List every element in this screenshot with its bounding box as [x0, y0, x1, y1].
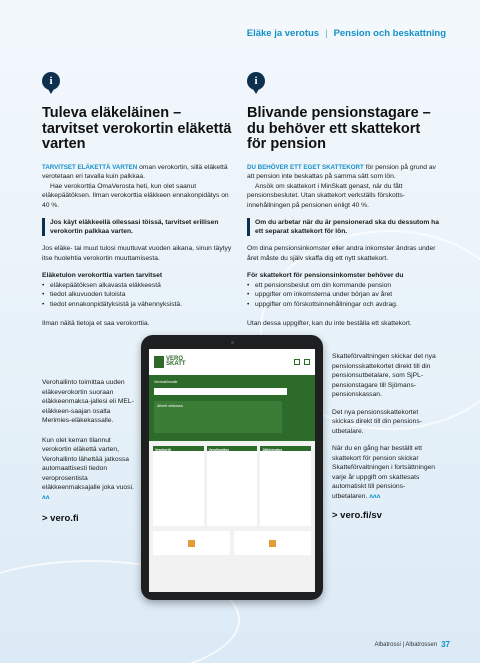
page-footer: [375, 640, 451, 649]
paragraph: Ilman näitä tietoja et saa verokorttia.: [42, 320, 150, 327]
vero-tile: [234, 531, 311, 555]
lead-caps: TARVITSET ELÄKETTÄ VARTEN: [42, 163, 138, 171]
vero-nav-icons: [294, 359, 310, 365]
search-bar: [154, 388, 287, 395]
article-fi-continued: [42, 378, 134, 524]
paragraph: [42, 436, 134, 503]
page-number: 37: [441, 640, 450, 649]
card-title: Verokortti: [155, 448, 171, 452]
article-sv: [247, 106, 443, 329]
card-title: Jälkiverotus: [262, 448, 283, 452]
vero-site-header: [149, 349, 315, 375]
tablet-image: [141, 335, 323, 600]
requirements-list: [247, 281, 443, 310]
lead-text: för pension på grund av att pension inte beskattas på samma sätt som lön.: [247, 163, 436, 180]
vero-fi-sv-link[interactable]: > vero.fi/sv: [332, 510, 382, 521]
vero-tile: [153, 531, 230, 555]
vero-cards: [149, 441, 315, 531]
list-title: För skattekort för pensionsinkomster behöver du: [247, 272, 404, 279]
vero-card: [207, 446, 258, 526]
list-item: • tiedot ennakonpidätyksistä ja vähennyksistä.: [42, 300, 232, 310]
magazine-name: Albatrossi | Albatrossen: [374, 641, 438, 648]
paragraph: [332, 444, 440, 501]
list-item: • uppgifter om inkomsterna under början av året: [247, 290, 443, 300]
requirements-list: [42, 281, 232, 310]
section-title-sv: Pension och beskattning: [333, 28, 446, 39]
paragraph: Ansök om skattekort i MinSkatt genast, när du fått pensionsbeslutet. Utan skattekort verkställs förskotts-innehållningen på pensionen enligt 40 %.: [247, 182, 405, 209]
vero-tiles: [149, 531, 315, 555]
tablet-screen: [149, 349, 315, 592]
tile-icon: [269, 540, 276, 547]
list-item: • eläkepäätöksen alkavasta eläkkeestä: [42, 281, 232, 291]
lead-paragraph: [42, 163, 232, 182]
list-item: • ett pensionsbeslut om din kommande pension: [247, 281, 443, 291]
header-separator: |: [325, 28, 328, 39]
topics-title: Aiheet verkossa: [157, 403, 183, 408]
vero-card: [153, 446, 204, 526]
paragraph: Om dina pensionsinkomster eller andra inkomster ändras under året måste du själv skaffa dig ett nytt skattekort.: [247, 245, 436, 262]
paragraph: Skatteförvaltningen skickar det nya pensionsskattekortet direkt till din pensionsutbetalare, som SjPL-pensionstagare till Sjömans-pensionskassan.: [332, 353, 436, 398]
paragraph: Verohallinto toimittaa uuden eläkeverokortin suoraan eläkkeenmaksa-jallesi eli MEL-eläkkeen-saajan osalta Merimies-eläkekassalle.: [42, 379, 134, 424]
paragraph-text: Kun olet kerran tilannut verokortin eläkettä varten, Verohallinto lähettää jatkossa automaattisesti tiedon veroprosentista eläkkeenmaksajalle joka vuosi.: [42, 436, 134, 491]
paragraph: Jos eläke- tai muut tulosi muuttuvat vuoden aikana, sinun täytyy itse huolehtia verokortin muuttamisesta.: [42, 245, 232, 262]
paragraph: Utan dessa uppgifter, kan du inte beställa ett skattekort.: [247, 320, 412, 327]
tablet-camera: [231, 341, 234, 344]
article-sv-continued: [332, 352, 440, 521]
info-icon: i: [42, 72, 60, 90]
section-header: [247, 28, 446, 39]
paragraph-text: När du en gång har beställt ett skattekort för pension skickar Skatteförvaltningen i fortsättningen varje år uppgift om skattesats automatiskt till pensions-utbetalaren.: [332, 445, 435, 500]
vero-card: [260, 446, 311, 526]
vero-logo: [154, 356, 186, 368]
tile-icon: [188, 540, 195, 547]
list-title: Eläketulon verokorttia varten tarvitset: [42, 272, 163, 279]
vero-fi-link[interactable]: > vero.fi: [42, 513, 79, 524]
paragraph: Hae verokorttia OmaVerosta heti, kun olet saanut eläkepäätöksen. Ilman verokorttia eläkkeen ennakonpidätys on 40 %.: [42, 182, 229, 209]
list-item: • tiedot alkuvuoden tuloista: [42, 290, 232, 300]
hero-title: Verohallinnolle: [154, 380, 178, 384]
wave-icon: ʌʌ: [42, 493, 50, 501]
login-icon: [294, 359, 300, 365]
vero-logo-mark: [154, 356, 164, 368]
section-title-fi: Eläke ja verotus: [246, 28, 320, 39]
paragraph: Det nya pensionsskattekortet skickas direkt till din pensions-utbetalare.: [332, 408, 422, 435]
article-fi: [42, 106, 232, 329]
callout: Jos käyt eläkkeellä ollessasi töissä, tarvitset erillisen verokortin palkkaa varten.: [42, 218, 232, 236]
lead-caps: DU BEHÖVER ETT EGET SKATTEKORT: [247, 163, 364, 171]
lead-text: oman verokortin, sillä eläkettä verotetaan eri tavalla kuin palkkaa.: [42, 163, 228, 180]
vero-logo-line1: VERO: [166, 355, 184, 362]
topics-box: [154, 401, 282, 433]
info-icon: i: [247, 72, 265, 90]
list-item: • uppgifter om förskottsinnehållningar och avdrag.: [247, 300, 443, 310]
article-title-fi: Tuleva eläkeläinen – tarvitset verokortin eläkettä varten: [42, 105, 232, 152]
menu-icon: [304, 359, 310, 365]
lead-paragraph: [247, 163, 443, 182]
article-title-sv: Blivande pensionstagare – du behöver ett skattekort för pension: [247, 105, 431, 152]
wave-icon: ʌʌʌ: [369, 492, 381, 500]
vero-logo-line2: SKATT: [166, 361, 186, 367]
vero-hero: [149, 375, 315, 441]
card-title: Veroilmoitus: [208, 448, 230, 452]
callout: Om du arbetar när du är pensionerad ska du dessutom ha ett separat skattekort för lön.: [247, 218, 443, 236]
